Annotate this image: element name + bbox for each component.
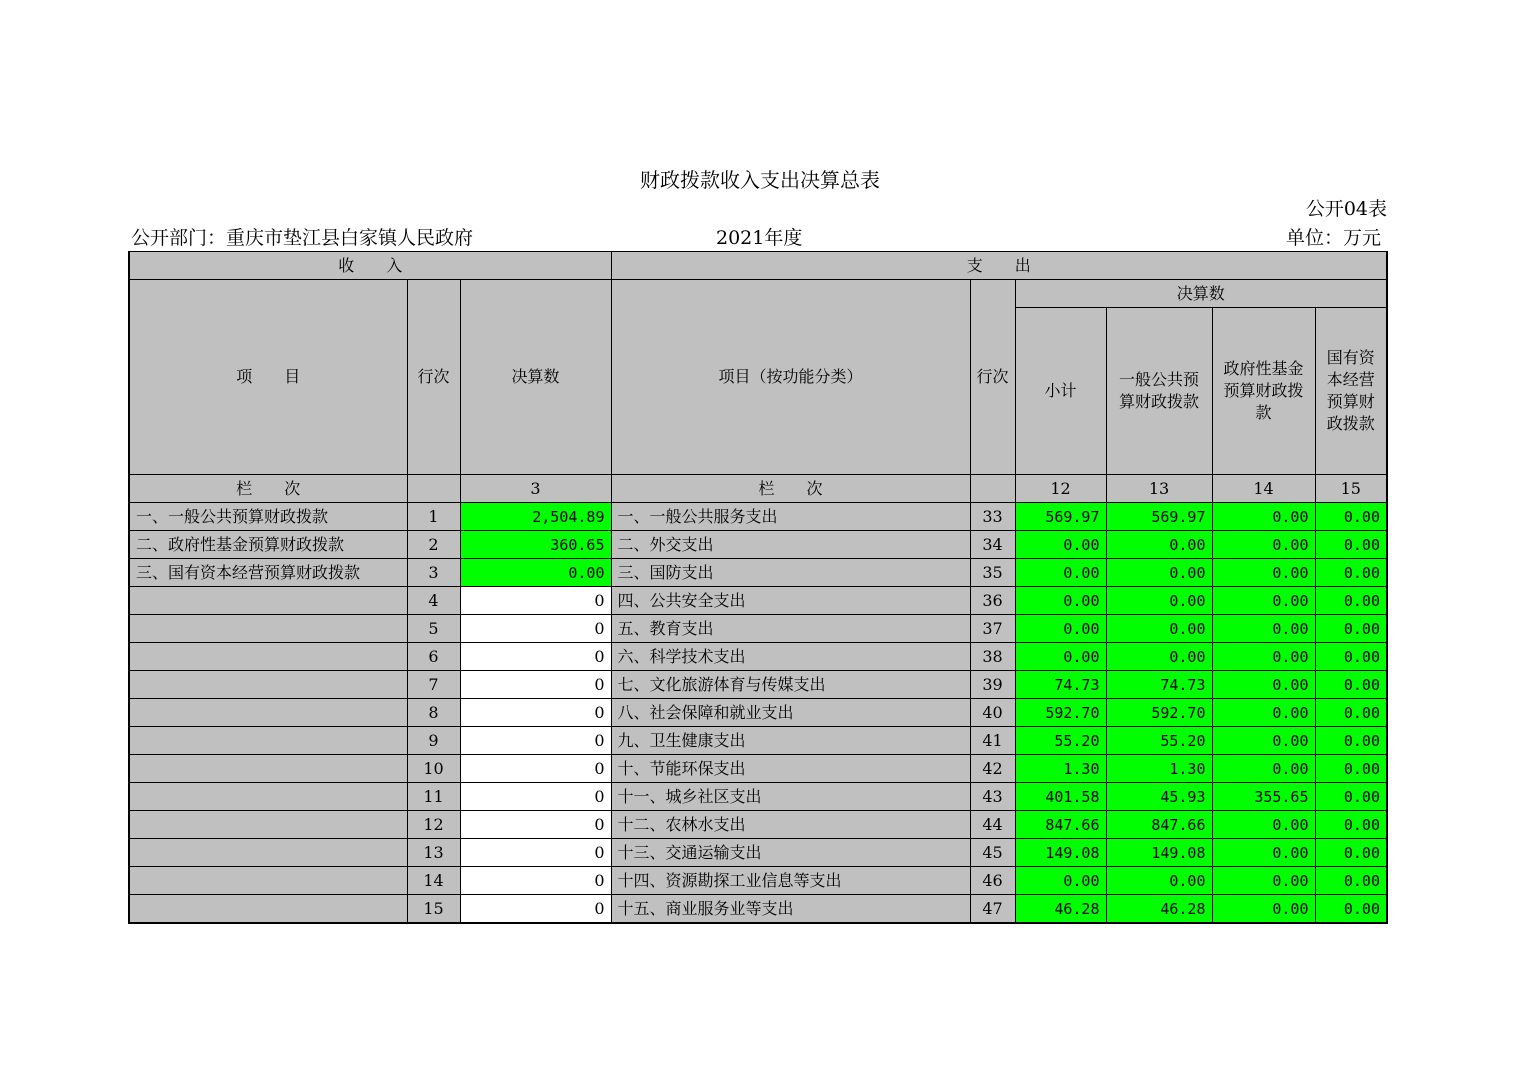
state-capital-cell: 0.00 bbox=[1315, 587, 1387, 615]
amount-cell: 0 bbox=[460, 643, 611, 671]
row-no-cell: 13 bbox=[407, 839, 460, 867]
general-cell: 0.00 bbox=[1106, 587, 1212, 615]
subtotal-cell: 149.08 bbox=[1015, 839, 1106, 867]
income-item-cell bbox=[129, 755, 407, 783]
expense-item-cell: 三、国防支出 bbox=[611, 559, 970, 587]
department-label: 公开部门：重庆市垫江县白家镇人民政府 bbox=[131, 227, 474, 249]
row-no-cell: 3 bbox=[407, 559, 460, 587]
row-no2-cell: 33 bbox=[970, 503, 1015, 531]
subtotal-cell: 1.30 bbox=[1015, 755, 1106, 783]
state-capital-cell: 0.00 bbox=[1315, 867, 1387, 895]
expense-item-cell: 十二、农林水支出 bbox=[611, 811, 970, 839]
row-no-cell: 5 bbox=[407, 615, 460, 643]
row-no2-cell: 44 bbox=[970, 811, 1015, 839]
subtotal-cell: 55.20 bbox=[1015, 727, 1106, 755]
row-no2-cell: 37 bbox=[970, 615, 1015, 643]
amount-cell: 0 bbox=[460, 811, 611, 839]
row-no2-cell: 43 bbox=[970, 783, 1015, 811]
amount-header: 决算数 bbox=[460, 280, 611, 475]
state-capital-cell: 0.00 bbox=[1315, 783, 1387, 811]
income-item-cell: 一、一般公共预算财政拨款 bbox=[129, 503, 407, 531]
fiscal-year: 2021年度 bbox=[716, 227, 803, 249]
general-cell: 74.73 bbox=[1106, 671, 1212, 699]
amount-cell: 0 bbox=[460, 783, 611, 811]
expense-item-cell: 十、节能环保支出 bbox=[611, 755, 970, 783]
income-item-cell bbox=[129, 587, 407, 615]
expense-item-cell: 二、外交支出 bbox=[611, 531, 970, 559]
gov-fund-cell: 0.00 bbox=[1212, 727, 1315, 755]
general-cell: 55.20 bbox=[1106, 727, 1212, 755]
row-no2-cell: 41 bbox=[970, 727, 1015, 755]
row-no-cell: 6 bbox=[407, 643, 460, 671]
gov-fund-cell: 0.00 bbox=[1212, 503, 1315, 531]
general-cell: 149.08 bbox=[1106, 839, 1212, 867]
row-no-cell: 15 bbox=[407, 895, 460, 924]
gov-fund-header: 政府性基金预算财政拨款 bbox=[1212, 308, 1315, 475]
state-capital-cell: 0.00 bbox=[1315, 755, 1387, 783]
row-no-cell: 11 bbox=[407, 783, 460, 811]
table-row bbox=[129, 783, 1387, 811]
gov-fund-cell: 0.00 bbox=[1212, 559, 1315, 587]
general-cell: 569.97 bbox=[1106, 503, 1212, 531]
amount-group-header: 决算数 bbox=[1015, 280, 1387, 308]
income-item-cell bbox=[129, 727, 407, 755]
gov-fund-cell: 355.65 bbox=[1212, 783, 1315, 811]
state-capital-cell: 0.00 bbox=[1315, 839, 1387, 867]
income-item-cell bbox=[129, 699, 407, 727]
item-header: 项 目 bbox=[129, 280, 407, 475]
row-no2-cell: 35 bbox=[970, 559, 1015, 587]
income-item-cell bbox=[129, 783, 407, 811]
subtotal-cell: 0.00 bbox=[1015, 531, 1106, 559]
subtotal-cell: 0.00 bbox=[1015, 643, 1106, 671]
row-no-cell: 12 bbox=[407, 811, 460, 839]
general-cell: 847.66 bbox=[1106, 811, 1212, 839]
row-no2-header: 行次 bbox=[970, 280, 1015, 475]
expense-item-cell: 四、公共安全支出 bbox=[611, 587, 970, 615]
row-no-cell: 9 bbox=[407, 727, 460, 755]
row-no2-cell: 42 bbox=[970, 755, 1015, 783]
amount-cell: 0.00 bbox=[460, 559, 611, 587]
income-header: 收 入 bbox=[129, 252, 611, 280]
table-row bbox=[129, 587, 1387, 615]
income-item-cell bbox=[129, 811, 407, 839]
gov-fund-cell: 0.00 bbox=[1212, 643, 1315, 671]
col-12: 12 bbox=[1015, 475, 1106, 503]
form-number: 公开04表 bbox=[1305, 198, 1387, 220]
col-blank-2 bbox=[970, 475, 1015, 503]
amount-cell: 360.65 bbox=[460, 531, 611, 559]
general-header: 一般公共预算财政拨款 bbox=[1106, 308, 1212, 475]
general-cell: 46.28 bbox=[1106, 895, 1212, 924]
row-no2-cell: 36 bbox=[970, 587, 1015, 615]
table-row bbox=[129, 811, 1387, 839]
table-row bbox=[129, 671, 1387, 699]
func-item-header: 项目（按功能分类） bbox=[611, 280, 970, 475]
row-no-cell: 10 bbox=[407, 755, 460, 783]
state-capital-cell: 0.00 bbox=[1315, 727, 1387, 755]
general-cell: 0.00 bbox=[1106, 615, 1212, 643]
general-cell: 0.00 bbox=[1106, 643, 1212, 671]
row-no-cell: 7 bbox=[407, 671, 460, 699]
amount-cell: 0 bbox=[460, 587, 611, 615]
gov-fund-cell: 0.00 bbox=[1212, 839, 1315, 867]
amount-cell: 0 bbox=[460, 727, 611, 755]
state-capital-cell: 0.00 bbox=[1315, 811, 1387, 839]
row-no2-cell: 39 bbox=[970, 671, 1015, 699]
subtotal-cell: 0.00 bbox=[1015, 867, 1106, 895]
gov-fund-cell: 0.00 bbox=[1212, 587, 1315, 615]
amount-cell: 0 bbox=[460, 755, 611, 783]
row-no-header: 行次 bbox=[407, 280, 460, 475]
row-no-cell: 4 bbox=[407, 587, 460, 615]
amount-cell: 0 bbox=[460, 615, 611, 643]
gov-fund-cell: 0.00 bbox=[1212, 531, 1315, 559]
income-item-cell: 二、政府性基金预算财政拨款 bbox=[129, 531, 407, 559]
income-item-cell bbox=[129, 895, 407, 924]
expense-item-cell: 六、科学技术支出 bbox=[611, 643, 970, 671]
state-capital-cell: 0.00 bbox=[1315, 895, 1387, 924]
table-row bbox=[129, 755, 1387, 783]
row-no2-cell: 47 bbox=[970, 895, 1015, 924]
subtotal-header: 小计 bbox=[1015, 308, 1106, 475]
table-row bbox=[129, 615, 1387, 643]
subtotal-cell: 401.58 bbox=[1015, 783, 1106, 811]
expense-item-cell: 十四、资源勘探工业信息等支出 bbox=[611, 867, 970, 895]
gov-fund-cell: 0.00 bbox=[1212, 895, 1315, 924]
table-row bbox=[129, 699, 1387, 727]
expense-item-cell: 五、教育支出 bbox=[611, 615, 970, 643]
subtotal-cell: 0.00 bbox=[1015, 587, 1106, 615]
gov-fund-cell: 0.00 bbox=[1212, 755, 1315, 783]
general-cell: 1.30 bbox=[1106, 755, 1212, 783]
general-cell: 0.00 bbox=[1106, 531, 1212, 559]
income-item-cell bbox=[129, 867, 407, 895]
general-cell: 0.00 bbox=[1106, 559, 1212, 587]
subtotal-cell: 46.28 bbox=[1015, 895, 1106, 924]
row-no2-cell: 40 bbox=[970, 699, 1015, 727]
col-label-2: 栏 次 bbox=[611, 475, 970, 503]
subtotal-cell: 592.70 bbox=[1015, 699, 1106, 727]
table-row bbox=[129, 867, 1387, 895]
state-capital-cell: 0.00 bbox=[1315, 671, 1387, 699]
expense-item-cell: 十三、交通运输支出 bbox=[611, 839, 970, 867]
subtotal-cell: 0.00 bbox=[1015, 615, 1106, 643]
table-row bbox=[129, 503, 1387, 531]
state-capital-cell: 0.00 bbox=[1315, 531, 1387, 559]
table-row bbox=[129, 643, 1387, 671]
col-blank bbox=[407, 475, 460, 503]
state-capital-cell: 0.00 bbox=[1315, 615, 1387, 643]
subtotal-cell: 74.73 bbox=[1015, 671, 1106, 699]
gov-fund-cell: 0.00 bbox=[1212, 811, 1315, 839]
subtotal-cell: 569.97 bbox=[1015, 503, 1106, 531]
gov-fund-cell: 0.00 bbox=[1212, 867, 1315, 895]
col-14: 14 bbox=[1212, 475, 1315, 503]
table-row bbox=[129, 727, 1387, 755]
row-no-cell: 1 bbox=[407, 503, 460, 531]
table-row bbox=[129, 895, 1387, 924]
col-15: 15 bbox=[1315, 475, 1387, 503]
expense-header: 支 出 bbox=[611, 252, 1387, 280]
row-no2-cell: 34 bbox=[970, 531, 1015, 559]
gov-fund-cell: 0.00 bbox=[1212, 671, 1315, 699]
state-capital-cell: 0.00 bbox=[1315, 559, 1387, 587]
row-no-cell: 14 bbox=[407, 867, 460, 895]
gov-fund-cell: 0.00 bbox=[1212, 699, 1315, 727]
col-13: 13 bbox=[1106, 475, 1212, 503]
income-item-cell: 三、国有资本经营预算财政拨款 bbox=[129, 559, 407, 587]
income-item-cell bbox=[129, 839, 407, 867]
gov-fund-cell: 0.00 bbox=[1212, 615, 1315, 643]
state-capital-cell: 0.00 bbox=[1315, 699, 1387, 727]
expense-item-cell: 八、社会保障和就业支出 bbox=[611, 699, 970, 727]
row-no2-cell: 45 bbox=[970, 839, 1015, 867]
expense-item-cell: 七、文化旅游体育与传媒支出 bbox=[611, 671, 970, 699]
general-cell: 592.70 bbox=[1106, 699, 1212, 727]
subtotal-cell: 847.66 bbox=[1015, 811, 1106, 839]
row-no2-cell: 46 bbox=[970, 867, 1015, 895]
row-no2-cell: 38 bbox=[970, 643, 1015, 671]
state-capital-cell: 0.00 bbox=[1315, 503, 1387, 531]
state-capital-header: 国有资本经营预算财政拨款 bbox=[1315, 308, 1387, 475]
amount-cell: 0 bbox=[460, 895, 611, 924]
income-item-cell bbox=[129, 671, 407, 699]
expense-item-cell: 九、卫生健康支出 bbox=[611, 727, 970, 755]
income-item-cell bbox=[129, 615, 407, 643]
table-row bbox=[129, 531, 1387, 559]
general-cell: 0.00 bbox=[1106, 867, 1212, 895]
table-row bbox=[129, 559, 1387, 587]
income-item-cell bbox=[129, 643, 407, 671]
amount-cell: 0 bbox=[460, 867, 611, 895]
col-3: 3 bbox=[460, 475, 611, 503]
state-capital-cell: 0.00 bbox=[1315, 643, 1387, 671]
row-no-cell: 2 bbox=[407, 531, 460, 559]
amount-cell: 0 bbox=[460, 839, 611, 867]
amount-cell: 0 bbox=[460, 671, 611, 699]
amount-cell: 0 bbox=[460, 699, 611, 727]
general-cell: 45.93 bbox=[1106, 783, 1212, 811]
expense-item-cell: 十一、城乡社区支出 bbox=[611, 783, 970, 811]
unit-label: 单位：万元 bbox=[1285, 227, 1381, 249]
expense-item-cell: 一、一般公共服务支出 bbox=[611, 503, 970, 531]
amount-cell: 2,504.89 bbox=[460, 503, 611, 531]
row-no-cell: 8 bbox=[407, 699, 460, 727]
table-row bbox=[129, 839, 1387, 867]
col-label: 栏 次 bbox=[129, 475, 407, 503]
expense-item-cell: 十五、商业服务业等支出 bbox=[611, 895, 970, 924]
budget-table bbox=[128, 251, 1388, 924]
report-title: 财政拨款收入支出决算总表 bbox=[640, 168, 880, 192]
subtotal-cell: 0.00 bbox=[1015, 559, 1106, 587]
